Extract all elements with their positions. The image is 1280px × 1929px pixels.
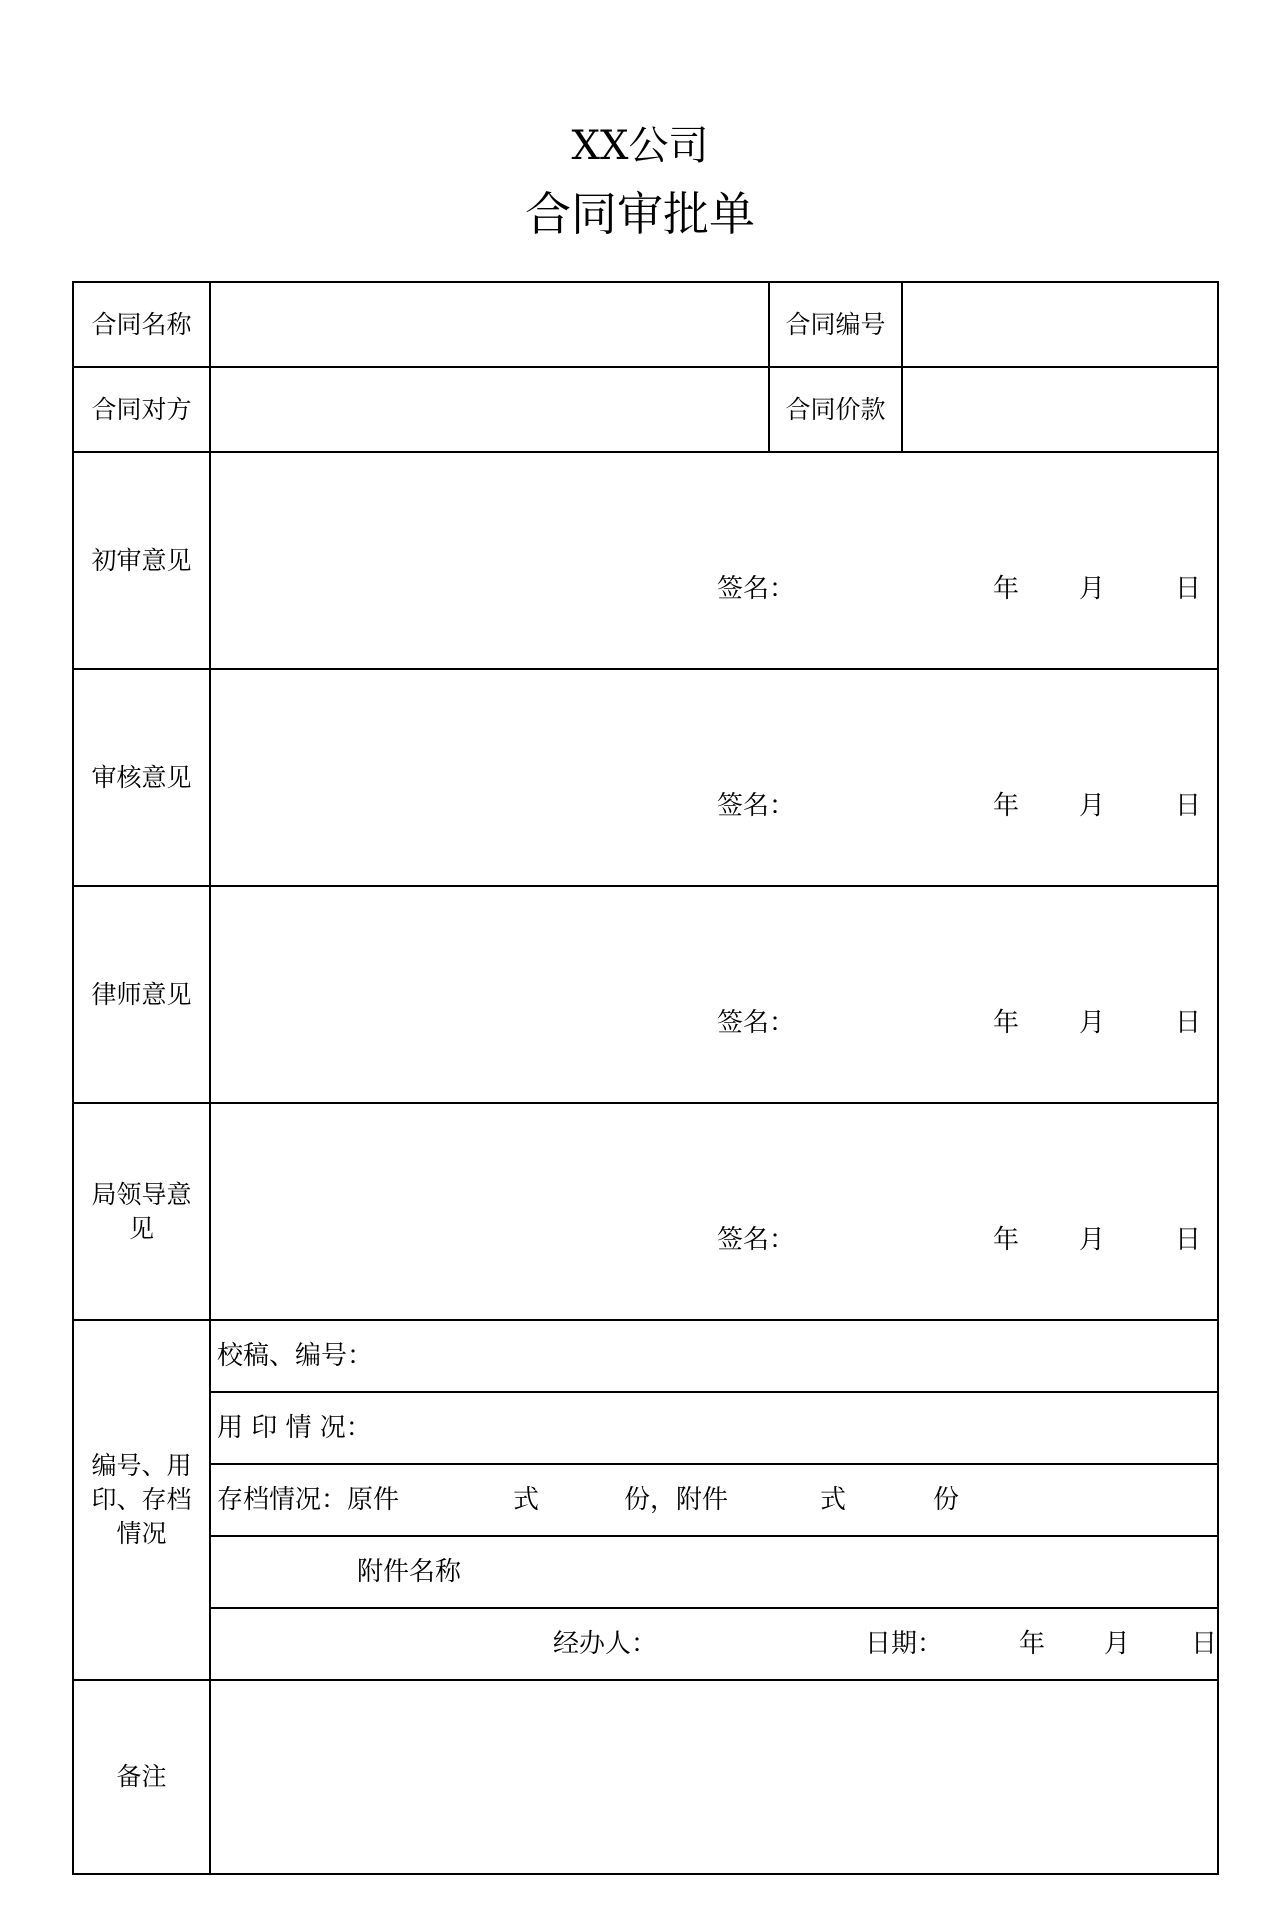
contract-number-field[interactable] [902,282,1218,367]
year-label: 年 [992,1225,1019,1255]
month-label: 月 [1078,574,1105,604]
lawyer-review-label: 律师意见 [73,886,210,1103]
copies-end-label: 份 [933,1485,960,1515]
leader-review-label: 局领导意见 [73,1103,210,1320]
contract-name-label: 合同名称 [73,282,210,367]
archive-row-seal [73,1392,1218,1464]
contract-name-field[interactable] [210,282,769,367]
signature-line [211,1006,1201,1040]
year-label: 年 [992,1008,1019,1038]
archive-original-label: 存档情况：原件 [217,1485,400,1515]
month-label: 月 [1104,1629,1131,1659]
proofread-number-label: 校稿、编号： [217,1341,374,1371]
opinion-row-initial [73,452,1218,669]
attachment-name-label: 附件名称 [357,1557,462,1587]
year-label: 年 [992,791,1019,821]
opinion-row-lawyer [73,886,1218,1103]
approval-form-table [72,281,1219,1875]
archive-copies-field[interactable] [210,1464,1218,1536]
month-label: 月 [1078,1008,1105,1038]
opinion-row-audit [73,669,1218,886]
opinion-row-leader [73,1103,1218,1320]
contract-price-label: 合同价款 [769,367,902,452]
signature-label: 签名： [716,791,795,821]
leader-review-field[interactable] [210,1103,1218,1320]
company-name: XX公司 [571,123,709,169]
contract-name-row [73,282,1218,367]
contract-party-field[interactable] [210,367,769,452]
handler-field[interactable] [210,1608,1218,1680]
contract-price-field[interactable] [902,367,1218,452]
signature-label: 签名： [716,1008,795,1038]
proofread-field[interactable] [210,1320,1218,1392]
remarks-row [73,1680,1218,1874]
signature-label: 签名： [716,1225,795,1255]
handler-label: 经办人： [553,1629,658,1659]
day-label: 日 [1174,791,1201,821]
remarks-field[interactable] [210,1680,1218,1874]
month-label: 月 [1078,1225,1105,1255]
day-label: 日 [1174,1225,1201,1255]
signature-label: 签名： [716,574,795,604]
archive-row-proofread [73,1320,1218,1392]
audit-review-field[interactable] [210,669,1218,886]
archive-row-copies [73,1464,1218,1536]
contract-number-label: 合同编号 [769,282,902,367]
remarks-label: 备注 [73,1680,210,1874]
archive-row-handler [73,1608,1218,1680]
day-label: 日 [1174,1008,1201,1038]
signature-line [211,1223,1201,1257]
attachment-copies-label: 份，附件 [624,1485,729,1515]
year-label: 年 [1019,1629,1046,1659]
seal-usage-field[interactable] [210,1392,1218,1464]
initial-review-field[interactable] [210,452,1218,669]
contract-party-row [73,367,1218,452]
month-label: 月 [1078,791,1105,821]
archive-row-attachment [73,1536,1218,1608]
date-label: 日期： [865,1629,944,1659]
initial-review-label: 初审意见 [73,452,210,669]
attachment-name-field[interactable] [210,1536,1218,1608]
audit-review-label: 审核意见 [73,669,210,886]
copies-unit-label: 式 [513,1485,540,1515]
attachment-unit-label: 式 [820,1485,847,1515]
day-label: 日 [1191,1629,1218,1659]
day-label: 日 [1174,574,1201,604]
lawyer-review-field[interactable] [210,886,1218,1103]
signature-line [211,572,1201,606]
signature-line [211,789,1201,823]
archive-status-label: 编号、用印、存档情况 [73,1320,210,1680]
contract-party-label: 合同对方 [73,367,210,452]
year-label: 年 [992,574,1019,604]
seal-usage-label: 用 印 情 况： [217,1413,372,1443]
form-title: 合同审批单 [525,187,755,241]
